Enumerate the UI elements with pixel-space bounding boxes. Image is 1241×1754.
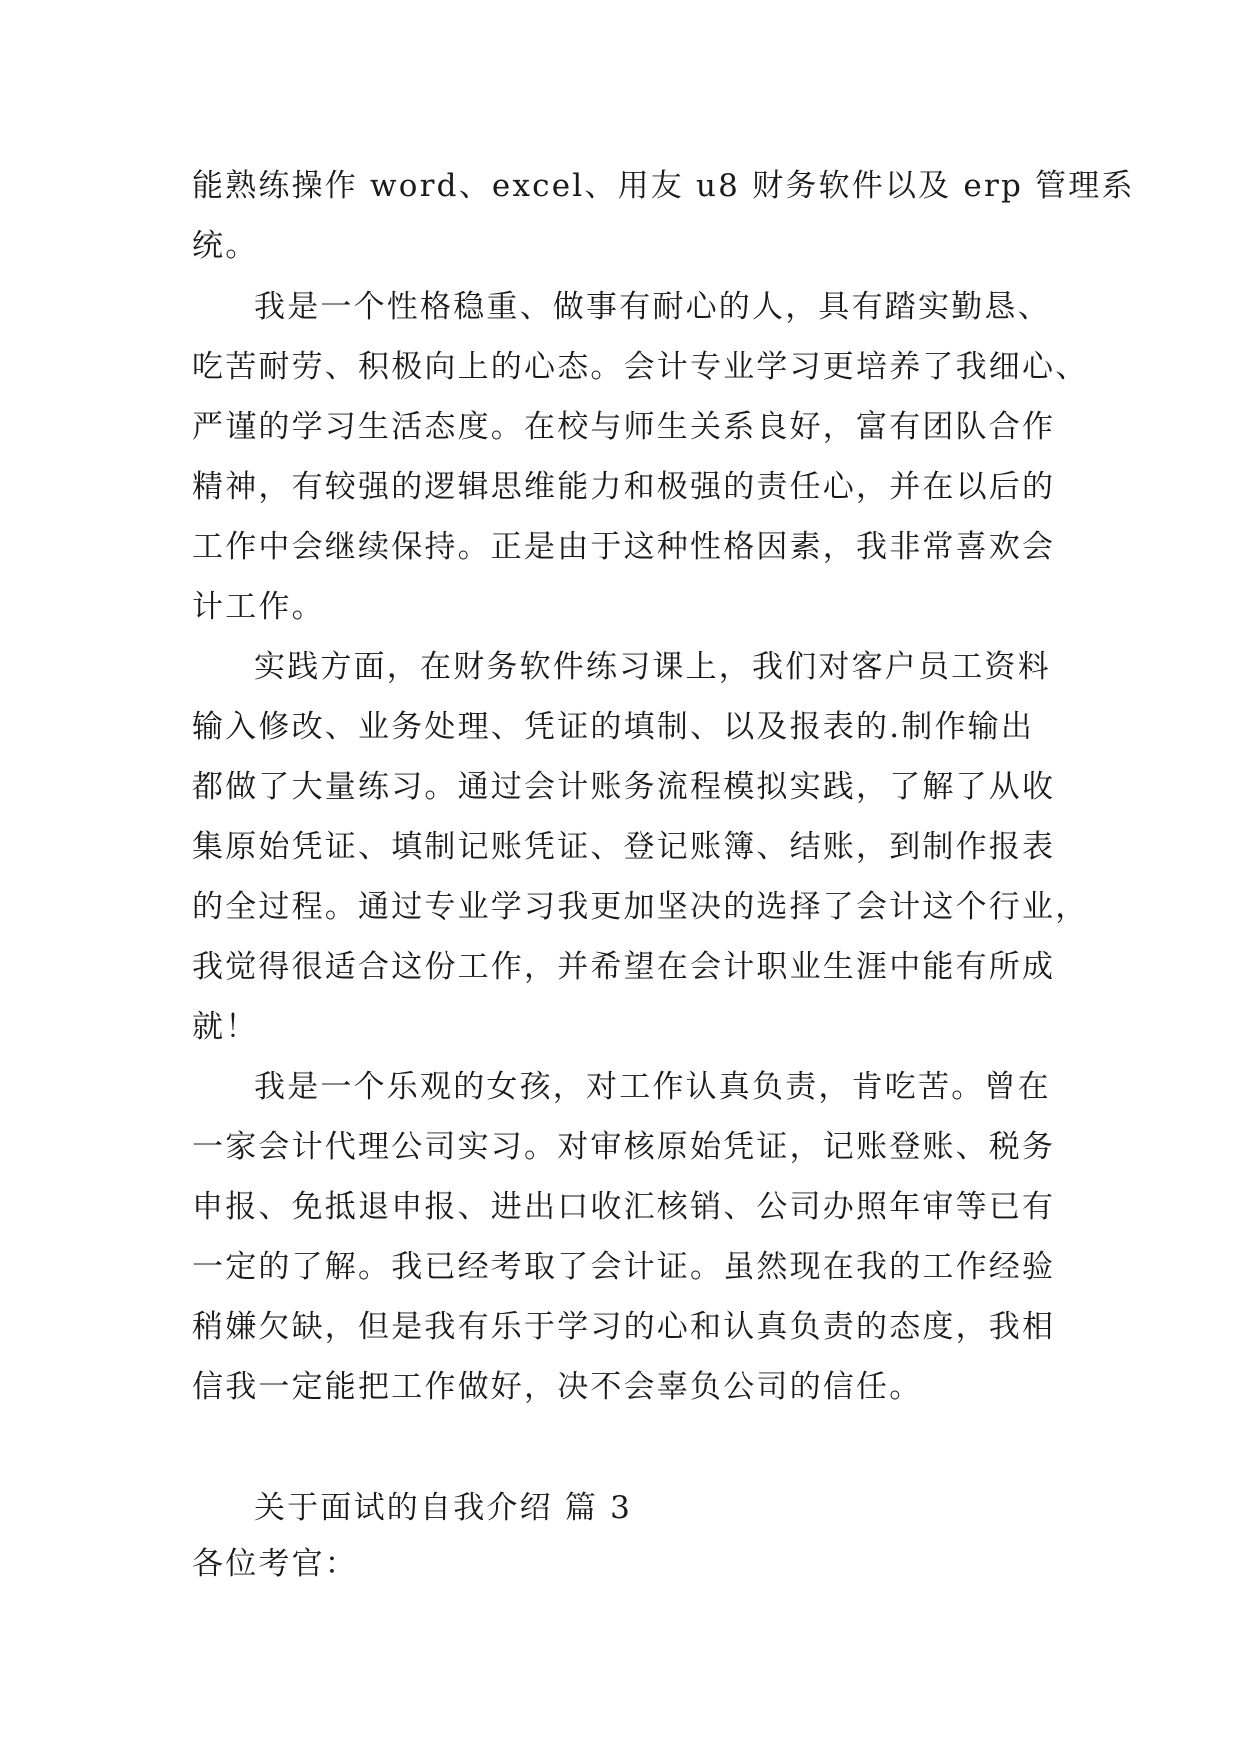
paragraph-line: 一家会计代理公司实习。对审核原始凭证，记账登账、税务	[192, 1129, 1056, 1165]
paragraph-line: 的全过程。通过专业学习我更加坚决的选择了会计这个行业，	[192, 889, 1089, 925]
salutation: 各位考官：	[192, 1546, 358, 1582]
paragraph-line: 就！	[192, 1009, 259, 1045]
paragraph-line: 统。	[192, 228, 259, 264]
paragraph-line: 一定的了解。我已经考取了会计证。虽然现在我的工作经验	[192, 1249, 1056, 1285]
paragraph-line: 工作中会继续保持。正是由于这种性格因素，我非常喜欢会	[192, 529, 1056, 565]
paragraph-line: 吃苦耐劳、积极向上的心态。会计专业学习更培养了我细心、	[192, 349, 1089, 385]
paragraph-line: 我是一个性格稳重、做事有耐心的人，具有踏实勤恳、	[254, 289, 1051, 325]
paragraph-line: 我觉得很适合这份工作，并希望在会计职业生涯中能有所成	[192, 949, 1056, 985]
paragraph-line: 能熟练操作 word、excel、用友 u8 财务软件以及 erp 管理系	[192, 168, 1135, 204]
paragraph-line: 我是一个乐观的女孩，对工作认真负责，肯吃苦。曾在	[254, 1069, 1051, 1105]
paragraph-line: 实践方面，在财务软件练习课上，我们对客户员工资料	[254, 649, 1051, 685]
paragraph-line: 输入修改、业务处理、凭证的填制、以及报表的.制作输出	[192, 709, 1035, 745]
paragraph-line: 信我一定能把工作做好，决不会辜负公司的信任。	[192, 1369, 923, 1405]
paragraph-line: 严谨的学习生活态度。在校与师生关系良好，富有团队合作	[192, 409, 1056, 445]
paragraph-line: 计工作。	[192, 589, 325, 625]
section-heading: 关于面试的自我介绍 篇 3	[254, 1490, 633, 1526]
paragraph-line: 都做了大量练习。通过会计账务流程模拟实践，了解了从收	[192, 769, 1056, 805]
paragraph-line: 稍嫌欠缺，但是我有乐于学习的心和认真负责的态度，我相	[192, 1309, 1056, 1345]
paragraph-line: 精神，有较强的逻辑思维能力和极强的责任心，并在以后的	[192, 469, 1056, 505]
paragraph-line: 申报、免抵退申报、进出口收汇核销、公司办照年审等已有	[192, 1189, 1056, 1225]
paragraph-line: 集原始凭证、填制记账凭证、登记账簿、结账，到制作报表	[192, 829, 1056, 865]
